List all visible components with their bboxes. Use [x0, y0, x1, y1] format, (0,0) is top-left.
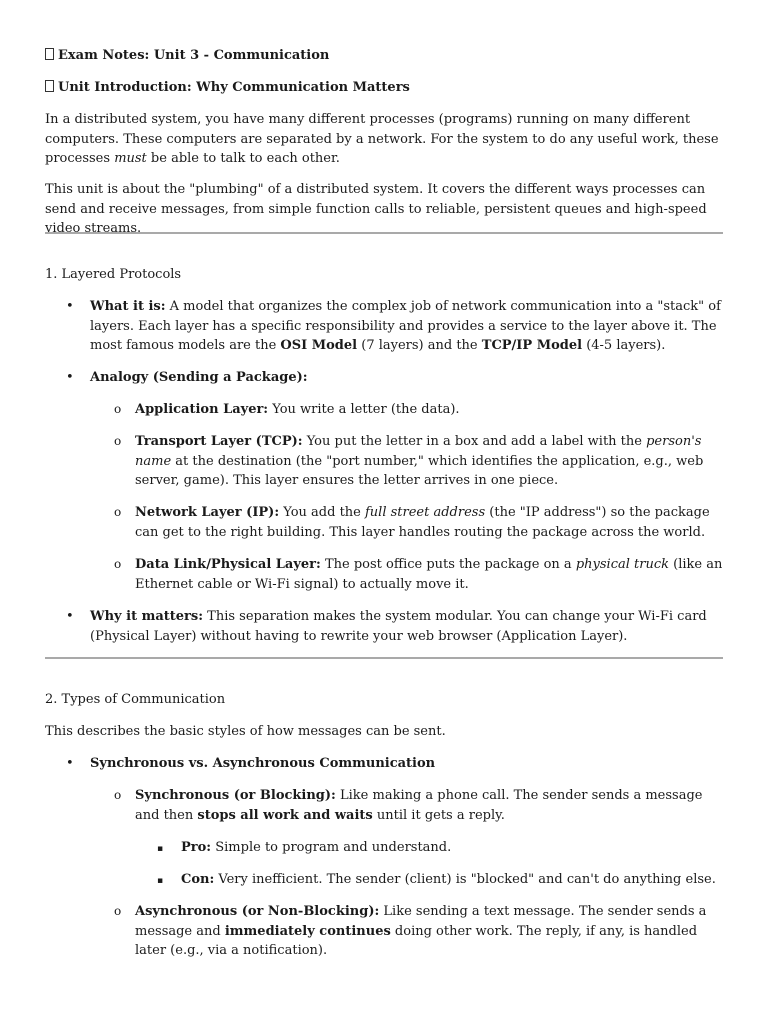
bullet-circle: o: [114, 505, 122, 519]
section-divider: [45, 232, 723, 234]
bullet-dot: •: [66, 609, 74, 624]
transport-layer-text-b: at the destination (the "port number," which identifies the application, e.g., web server, game). This layer ensures the letter arrives in one piece.: [135, 453, 704, 488]
why-it-matters-text: This separation makes the system modular. You can change your Wi-Fi card (Physical Layer) without having to rewrite your web browser (Application Layer).: [90, 609, 707, 644]
label-why-it-matters: Why it matters:: [90, 609, 204, 624]
label-application-layer: Application Layer:: [135, 402, 269, 417]
section-2-intro: This describes the basic styles of how messages can be sent.: [45, 724, 446, 739]
label-datalink-layer: Data Link/Physical Layer:: [135, 557, 321, 572]
list-item-transport-layer: [135, 432, 730, 491]
intro-heading: [45, 78, 725, 98]
what-it-is-text-b: (7 layers) and the: [357, 338, 482, 353]
missing-glyph-icon: [45, 48, 54, 60]
con-text: Very inefficient. The sender (client) is "blocked" and can't do anything else.: [214, 872, 716, 887]
list-item-analogy: Analogy (Sending a Package):: [90, 370, 308, 385]
label-transport-layer: Transport Layer (TCP):: [135, 434, 303, 449]
bullet-dot: •: [66, 299, 74, 314]
emphasis-full-street-address: full street address: [365, 505, 486, 520]
list-item-asynchronous: [135, 902, 730, 961]
intro-p1-text-a: In a distributed system, you have many different processes (programs) running on many different computers. These computers are separated by a network. For the system to do any useful work, these processes: [45, 112, 719, 166]
bullet-dot: •: [66, 756, 74, 771]
list-item-why-it-matters: [90, 607, 730, 646]
transport-layer-text-a: You put the letter in a box and add a label with the: [302, 434, 647, 449]
list-item-pro: [181, 838, 726, 858]
intro-paragraph-2: This unit is about the "plumbing" of a distributed system. It covers the different ways processes can send and receive messages, from simple function calls to reliable, persistent queues and high-speed video streams.: [45, 182, 707, 236]
emphasis-immediately-continues: immediately continues: [224, 923, 391, 939]
bullet-dot: •: [66, 370, 74, 385]
bullet-circle: o: [114, 434, 122, 448]
bullet-circle: o: [114, 904, 122, 918]
list-item-synchronous: [135, 786, 730, 825]
list-item-what-it-is: [90, 297, 730, 356]
emphasis-stops-all-work: stops all work and waits: [197, 807, 373, 823]
bullet-circle: o: [114, 402, 122, 416]
intro-paragraph-1: [45, 110, 725, 169]
intro-p1-text-b: be able to talk to each other.: [146, 151, 340, 166]
label-synchronous: Synchronous (or Blocking):: [135, 788, 336, 803]
section-1-heading: 1. Layered Protocols: [45, 267, 182, 282]
label-osi-model: OSI Model: [280, 338, 358, 353]
network-layer-text-b: (the "IP address") so the package can get to the right building. This layer handles routing the package across the world.: [135, 505, 710, 540]
list-item-sync-vs-async: Synchronous vs. Asynchronous Communication: [90, 756, 436, 771]
emphasis-must: must: [114, 151, 147, 166]
what-it-is-text-c: (4-5 layers).: [582, 338, 666, 353]
label-pro: Pro:: [181, 840, 212, 855]
label-asynchronous: Asynchronous (or Non-Blocking):: [135, 904, 380, 919]
document-title: [45, 46, 725, 66]
list-item-con: [181, 870, 726, 890]
label-what-it-is: What it is:: [90, 299, 166, 314]
title-text: Exam Notes: Unit 3 - Communication: [58, 48, 330, 63]
bullet-square: ▪: [157, 844, 164, 854]
list-item-application-layer: [135, 400, 730, 420]
list-item-network-layer: [135, 503, 730, 542]
bullet-square: ▪: [157, 876, 164, 886]
bullet-circle: o: [114, 788, 122, 802]
pro-text: Simple to program and understand.: [211, 840, 452, 855]
section-2-heading: 2. Types of Communication: [45, 692, 226, 707]
synchronous-text-a: Like making a phone call. The sender sends a message and then: [135, 788, 703, 823]
network-layer-text-a: You add the: [279, 505, 365, 520]
datalink-layer-text-b: (like an Ethernet cable or Wi-Fi signal) to actually move it.: [135, 557, 723, 592]
asynchronous-text-b: doing other work. The reply, if any, is handled later (e.g., via a notification).: [135, 923, 698, 958]
emphasis-physical-truck: physical truck: [575, 557, 669, 572]
emphasis-persons-name: person's name: [135, 434, 702, 469]
label-network-layer: Network Layer (IP):: [135, 505, 280, 520]
label-con: Con:: [181, 872, 215, 887]
what-it-is-text-a: A model that organizes the complex job of network communication into a "stack" of layers. Each layer has a specific responsibility and provides a service to the layer above it. The most famous models are the: [90, 299, 721, 353]
list-item-datalink-layer: [135, 555, 730, 594]
missing-glyph-icon: [45, 80, 54, 92]
application-layer-text: You write a letter (the data).: [268, 402, 460, 417]
asynchronous-text-a: Like sending a text message. The sender sends a message and: [135, 904, 707, 939]
bullet-circle: o: [114, 557, 122, 571]
datalink-layer-text-a: The post office puts the package on a: [320, 557, 576, 572]
synchronous-text-b: until it gets a reply.: [372, 807, 505, 823]
intro-heading-text: Unit Introduction: Why Communication Matters: [58, 80, 410, 95]
section-divider: [45, 657, 723, 659]
label-tcpip-model: TCP/IP Model: [481, 338, 583, 353]
